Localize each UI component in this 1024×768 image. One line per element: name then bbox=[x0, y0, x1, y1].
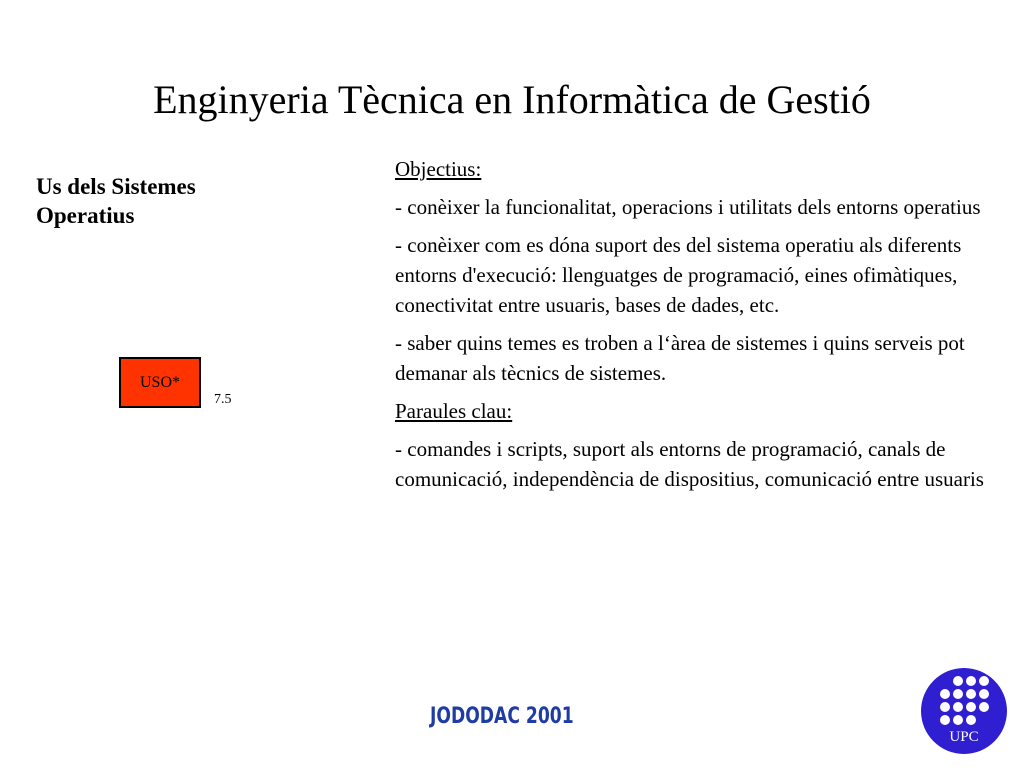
logo-dot bbox=[940, 715, 950, 725]
objectives-heading: Objectius: bbox=[395, 157, 482, 181]
logo-dot bbox=[940, 702, 950, 712]
keywords-heading: Paraules clau: bbox=[395, 399, 513, 423]
logo-dot bbox=[953, 715, 963, 725]
upc-logo-icon bbox=[921, 668, 1007, 754]
subject-name-line-2: Operatius bbox=[36, 203, 135, 228]
logo-dot bbox=[966, 715, 976, 725]
logo-dot bbox=[979, 715, 989, 725]
subject-name bbox=[36, 172, 316, 230]
logo-dot bbox=[979, 676, 989, 686]
content-body bbox=[395, 154, 985, 502]
logo-dot bbox=[953, 689, 963, 699]
logo-dot bbox=[940, 676, 950, 686]
logo-dot bbox=[966, 676, 976, 686]
footer-text: JODODAC 2001 bbox=[430, 704, 574, 729]
logo-dot bbox=[940, 689, 950, 699]
logo-dot bbox=[979, 702, 989, 712]
course-code: USO* bbox=[139, 373, 180, 391]
objective-item: - conèixer la funcionalitat, operacions i utilitats dels entorns operatius bbox=[395, 195, 981, 219]
logo-dot bbox=[966, 702, 976, 712]
logo-dot bbox=[966, 689, 976, 699]
slide-title: Enginyeria Tècnica en Informàtica de Gestió bbox=[153, 77, 871, 122]
logo-dot bbox=[953, 676, 963, 686]
course-credits: 7.5 bbox=[214, 392, 232, 407]
logo-dot-grid bbox=[940, 676, 989, 725]
logo-text: UPC bbox=[949, 729, 979, 745]
keywords-text: - comandes i scripts, suport als entorns de programació, canals de comunicació, independència de dispositius, comunicació entre usuaris bbox=[395, 437, 984, 491]
objective-item: - conèixer com es dóna suport des del sistema operatiu als diferents entorns d'execució: llenguatges de programació, eines ofimàtiques, conectivitat entre usuaris, bases de dades, etc. bbox=[395, 233, 962, 317]
logo-dot bbox=[979, 689, 989, 699]
subject-name-line-1: Us dels Sistemes bbox=[36, 174, 196, 199]
objective-item: - saber quins temes es troben a l‘àrea de sistemes i quins serveis pot demanar als tècnics de sistemes. bbox=[395, 331, 965, 385]
course-code-box bbox=[119, 357, 201, 408]
logo-dot bbox=[953, 702, 963, 712]
